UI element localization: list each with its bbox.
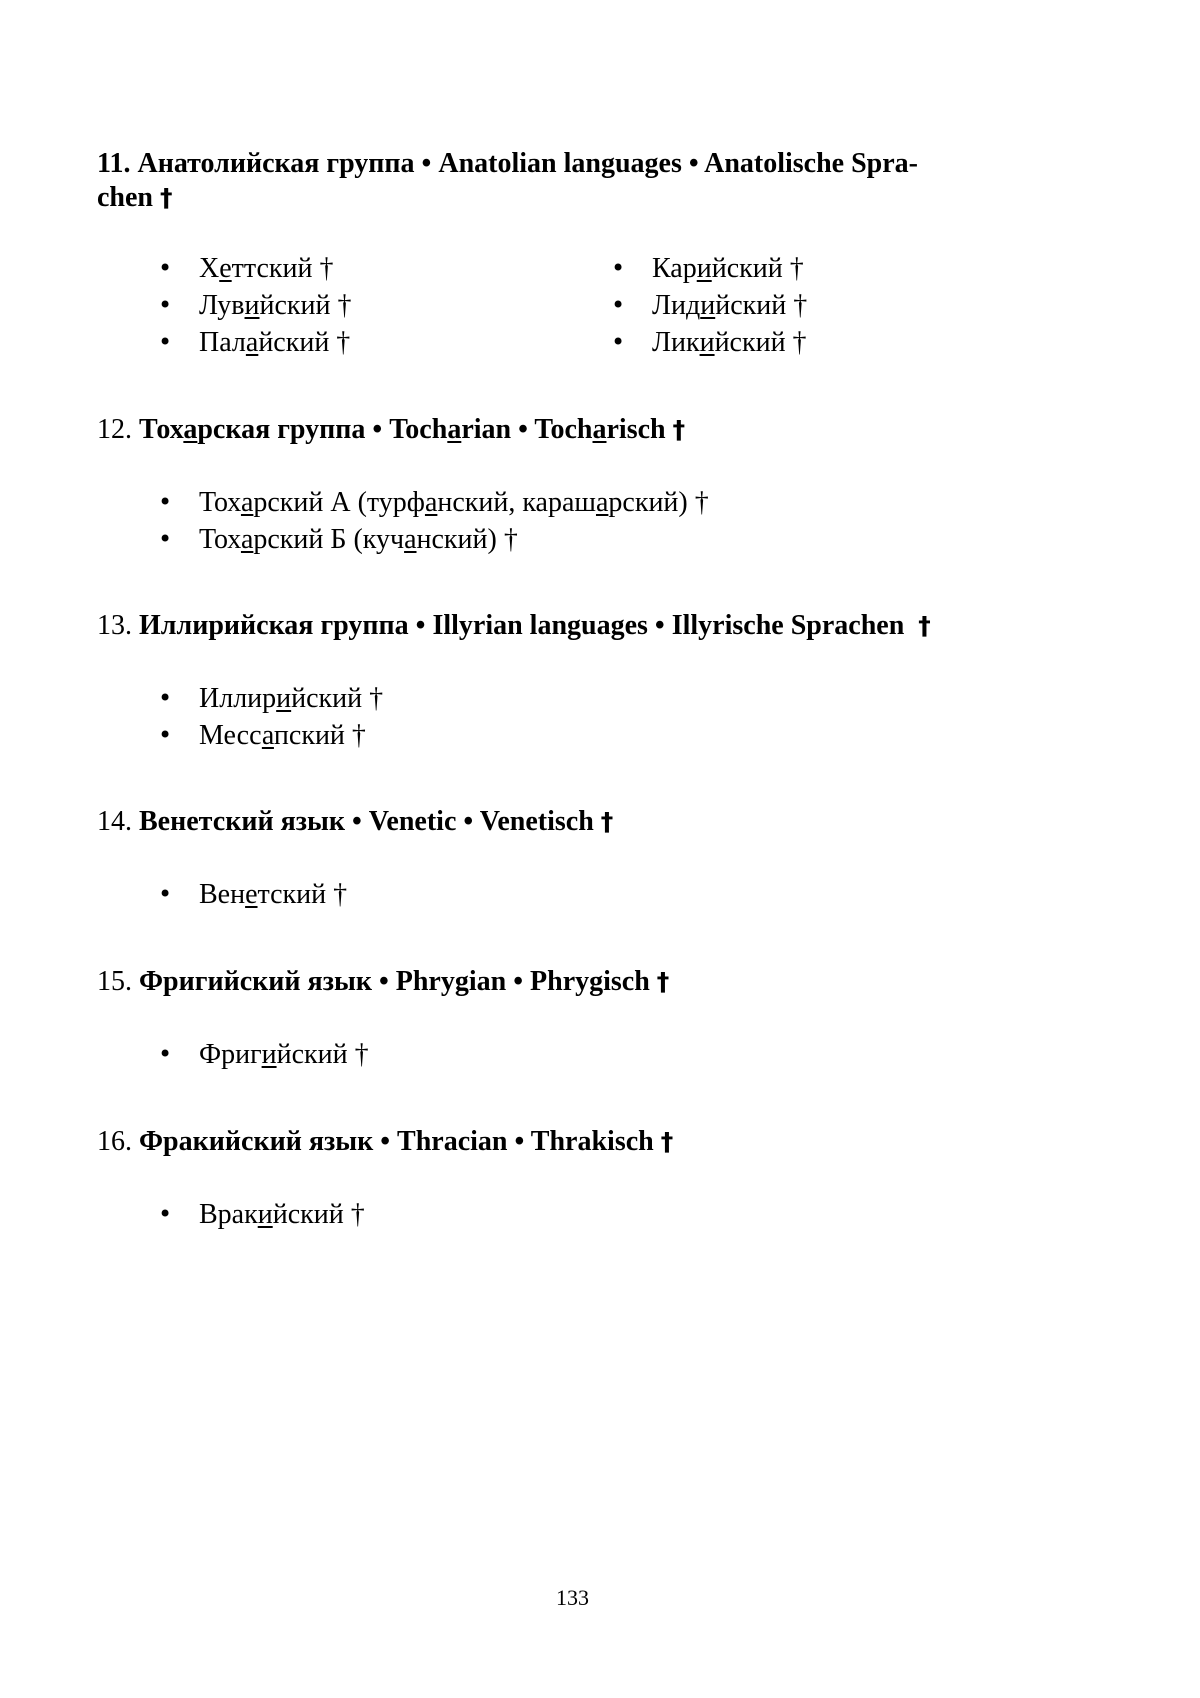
list-item: • Карийский † <box>652 250 807 287</box>
bullet-icon: • <box>158 684 173 712</box>
list-item: • Лувийский † <box>199 287 351 324</box>
list-item: • Ликийский † <box>652 324 807 361</box>
bullet-icon: • <box>158 254 173 282</box>
dagger-icon: † <box>160 183 173 212</box>
bullet-icon: • <box>158 880 173 908</box>
list-item: • Палайский † <box>199 324 351 361</box>
page-number: 133 <box>556 1585 589 1610</box>
list-item: • Мессапский † <box>199 717 383 754</box>
section-13-list <box>158 680 384 754</box>
section-number: 12 <box>97 414 125 445</box>
bullet-icon: • <box>158 291 173 319</box>
bullet-icon: • <box>158 1040 173 1068</box>
section-15-heading: 15. Фригийский язык • Phrygian • Phrygisch † <box>97 966 670 997</box>
section-number: 13 <box>97 610 125 641</box>
section-number: 11 <box>97 148 124 179</box>
section-number: 14 <box>97 806 125 837</box>
list-item: • Фригийский † <box>199 1036 369 1073</box>
list-item: • Лидийский † <box>652 287 807 324</box>
bullet-icon: • <box>611 328 626 356</box>
bullet-icon: • <box>158 525 173 553</box>
section-number: 15 <box>97 966 125 997</box>
bullet-icon: • <box>158 721 173 749</box>
bullet-icon: • <box>158 1200 173 1228</box>
section-16-heading: 16. Фракийский язык • Thracian • Thrakisch † <box>97 1126 674 1157</box>
section-number: 16 <box>97 1126 125 1157</box>
list-item: • Вракийский † <box>199 1196 365 1233</box>
section-13-heading: 13. Иллирийская группа • Illyrian languages • Illyrische Sprachen † <box>97 610 931 641</box>
section-title: Фригийский язык • Phrygian • Phrygisch <box>139 966 650 997</box>
section-14-heading: 14. Венетский язык • Venetic • Venetisch † <box>97 806 614 837</box>
section-15-list <box>158 1036 369 1073</box>
dagger-icon: † <box>672 415 686 444</box>
section-title: Фракийский язык • Thracian • Thrakisch <box>139 1126 654 1157</box>
section-11-list-left <box>158 250 352 361</box>
section-title-line1: Анатолийская группа • Anatolian languages • Anatolische Spra- <box>137 148 919 179</box>
bullet-icon: • <box>611 291 626 319</box>
section-14-list <box>158 876 348 913</box>
dagger-icon: † <box>918 611 931 640</box>
bullet-icon: • <box>611 254 626 282</box>
list-item: • Хеттский † <box>199 250 351 287</box>
section-11-heading: 11. Анатолийская группа • Anatolian languages • Anatolische Spra- chen † <box>97 148 919 213</box>
section-title: Иллирийская группа • Illyrian languages • Illyrische Sprachen <box>139 610 905 641</box>
section-12-list <box>158 484 709 558</box>
bullet-icon: • <box>158 488 173 516</box>
list-item: • Иллирийский † <box>199 680 383 717</box>
section-12-heading: 12. Тохарская группа • Tocharian • Tocharisch † <box>97 414 686 445</box>
list-item: • Венетский † <box>199 876 347 913</box>
section-11-list-right <box>611 250 808 361</box>
section-title: Тохарская группа • Tocharian • Tocharisch <box>139 414 666 445</box>
section-title-line2: chen <box>97 182 153 213</box>
section-title: Венетский язык • Venetic • Venetisch <box>139 806 594 837</box>
list-item: • Тохарский Б (кучанский) † <box>199 521 709 558</box>
list-item: • Тохарский А (турфанский, карашарский) † <box>199 484 709 521</box>
bullet-icon: • <box>158 328 173 356</box>
section-16-list <box>158 1196 365 1233</box>
dagger-icon: † <box>656 967 670 996</box>
dagger-icon: † <box>660 1127 674 1156</box>
dagger-icon: † <box>600 807 614 836</box>
